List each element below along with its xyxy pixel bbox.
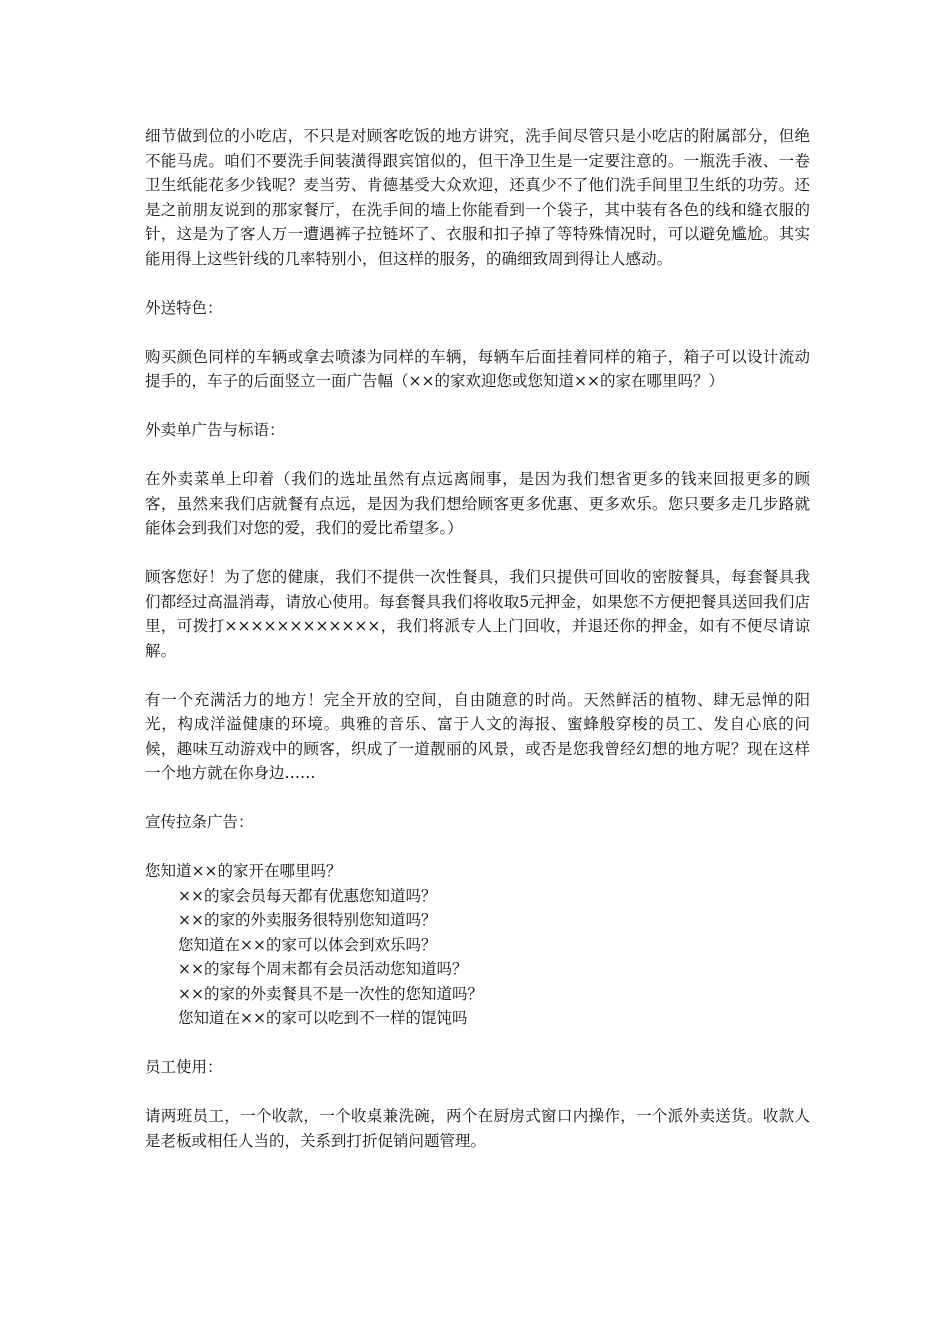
paragraph-delivery: 购买颜色同样的车辆或拿去喷漆为同样的车辆，每辆车后面挂着同样的箱子，箱子可以设计流动提手的，车子的后面竖立一面广告幅（××的家欢迎您或您知道××的家在哪里吗？） (145, 347, 810, 390)
slogan-line: ××的家的外卖服务很特别您知道吗？ (178, 911, 437, 929)
slogan-line: 您知道在××的家可以吃到不一样的馄饨吗 (178, 1009, 468, 1027)
slogan-line: 您知道××的家开在哪里吗？ (145, 862, 342, 880)
slogan-line: ××的家会员每天都有优惠您知道吗？ (178, 886, 437, 905)
heading-menu-ads: 外卖单广告与标语： (145, 421, 285, 439)
slogan-line: ××的家每个周末都有会员活动您知道吗？ (178, 960, 468, 978)
heading-banner: 宣传拉条广告： (145, 813, 254, 831)
heading-delivery: 外送特色： (145, 298, 223, 317)
document-page (145, 124, 810, 1178)
slogan-line: 您知道在××的家可以体会到欢乐吗？ (178, 935, 437, 954)
paragraph-tableware: 顾客您好！为了您的健康，我们不提供一次性餐具，我们只提供可回收的密胺餐具，每套餐具我们都经过高温消毒，请放心使用。每套餐具我们将收取5元押金，如果您不方便把餐具送回我们店里，可拨打××××××××××××，我们将派专人上门回收，并退还你的押金，如有不便尽请谅解。 (145, 568, 810, 660)
paragraph-restroom: 细节做到位的小吃店，不只是对顾客吃饭的地方讲究，洗手间尽管只是小吃店的附属部分，但绝不能马虎。咱们不要洗手间装潢得跟宾馆似的，但干净卫生是一定要注意的。一瓶洗手液、一卷卫生纸能花多少钱呢？麦当劳、肯德基受大众欢迎，还真少不了他们洗手间里卫生纸的功劳。还是之前朋友说到的那家餐厅，在洗手间的墙上你能看到一个袋子，其中装有各色的线和缝衣服的针，这是为了客人万一遭遇裤子拉链坏了、衣服和扣子掉了等特殊情况时，可以避免尴尬。其实能用得上这些针线的几率特别小，但这样的服务，的确细致周到得让人感动。 (145, 127, 810, 268)
heading-staff: 员工使用： (145, 1058, 223, 1076)
paragraph-place: 有一个充满活力的地方！完全开放的空间，自由随意的时尚。天然鲜活的植物、肆无忌惮的阳光，构成洋溢健康的环境。典雅的音乐、富于人文的海报、蜜蜂般穿梭的员工、发自心底的问候，趣味互动游戏中的顾客，织成了一道靓丽的风景，或否是您我曾经幻想的地方呢？现在这样一个地方就在你身边…… (145, 690, 810, 782)
paragraph-menu: 在外卖菜单上印着（我们的选址虽然有点远离闹事，是因为我们想省更多的钱来回报更多的顾客，虽然来我们店就餐有点远，是因为我们想给顾客更多优惠、更多欢乐。您只要多走几步路就能体会到我们对您的爱，我们的爱比希望多。） (145, 470, 810, 537)
slogan-list (145, 859, 810, 1031)
paragraph-staff: 请两班员工，一个收款，一个收桌兼洗碗，两个在厨房式窗口内操作，一个派外卖送货。收款人是老板或相任人当的，关系到打折促销问题管理。 (145, 1107, 810, 1150)
slogan-line: ××的家的外卖餐具不是一次性的您知道吗？ (178, 984, 483, 1003)
